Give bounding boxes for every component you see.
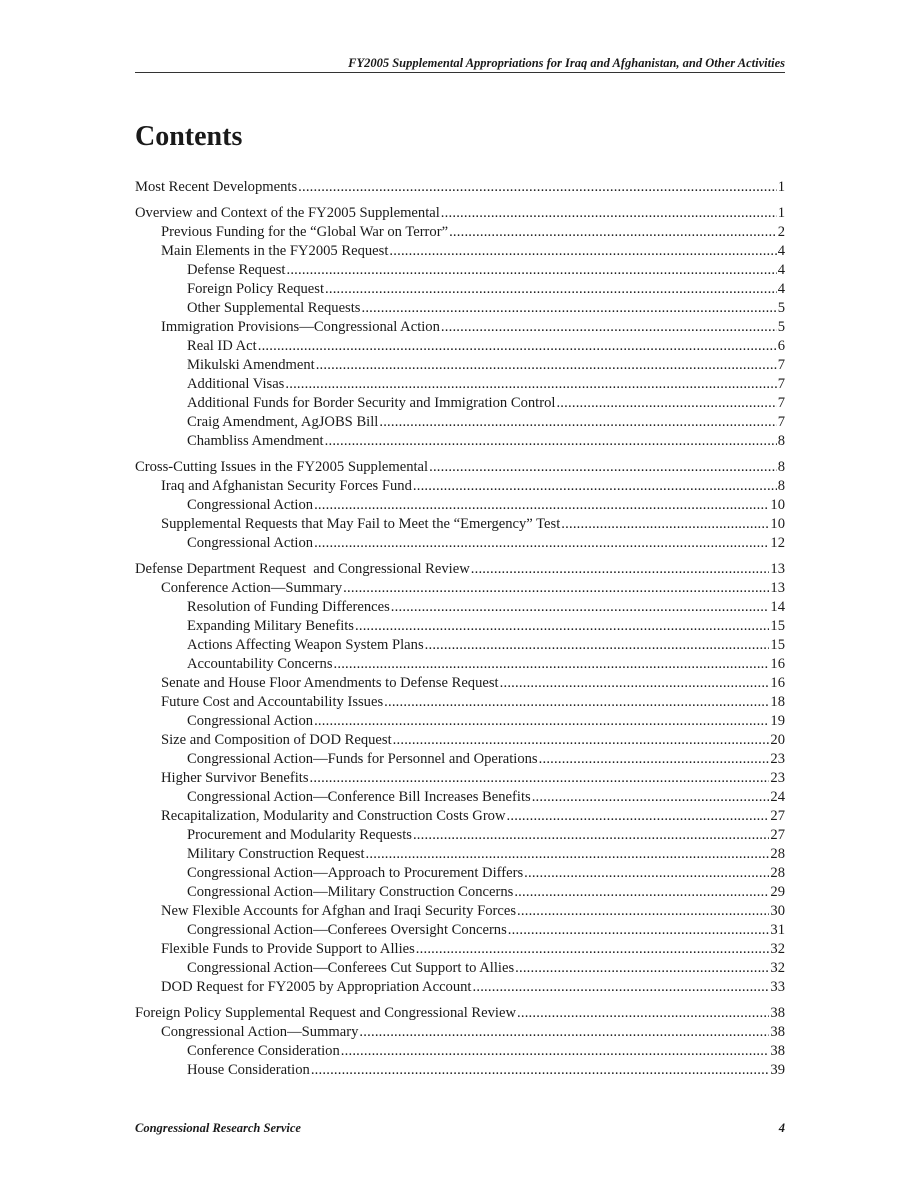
toc-leader-dots	[355, 617, 769, 636]
toc-leader-dots	[532, 788, 770, 807]
toc-entry[interactable]	[135, 223, 785, 242]
toc-entry-page: 30	[770, 903, 785, 919]
toc-entry[interactable]	[135, 356, 785, 375]
toc-leader-dots	[441, 204, 777, 223]
toc-entry-label: Congressional Action	[187, 713, 314, 729]
toc-entry-label: Previous Funding for the “Global War on Terror”	[161, 224, 449, 240]
toc-entry-page: 23	[770, 751, 785, 767]
toc-leader-dots	[517, 902, 769, 921]
toc-leader-dots	[500, 674, 770, 693]
toc-entry-label: Resolution of Funding Differences	[187, 599, 390, 615]
toc-entry-page: 23	[770, 770, 785, 786]
toc-leader-dots	[325, 280, 777, 299]
toc-entry-page: 32	[770, 941, 785, 957]
toc-leader-dots	[314, 712, 769, 731]
toc-entry-label: Expanding Military Benefits	[187, 618, 354, 634]
toc-entry-page: 20	[770, 732, 785, 748]
toc-entry-page: 33	[770, 979, 785, 995]
toc-entry-page: 15	[770, 618, 785, 634]
toc-entry-label: Recapitalization, Modularity and Construction Costs Grow	[161, 808, 506, 824]
toc-leader-dots	[425, 636, 770, 655]
toc-leader-dots	[539, 750, 770, 769]
toc-entry[interactable]	[135, 788, 785, 807]
toc-entry-page: 1	[777, 205, 785, 221]
toc-entry-page: 4	[777, 262, 785, 278]
header-rule	[135, 72, 785, 73]
toc-entry[interactable]	[135, 394, 785, 413]
toc-entry-page: 15	[770, 637, 785, 653]
toc-entry-label: Overview and Context of the FY2005 Supplemental	[135, 205, 440, 221]
toc-entry-page: 27	[770, 808, 785, 824]
toc-leader-dots	[334, 655, 770, 674]
toc-leader-dots	[325, 432, 777, 451]
toc-entry[interactable]	[135, 204, 785, 223]
toc-entry-label: Actions Affecting Weapon System Plans	[187, 637, 424, 653]
toc-entry-label: Congressional Action	[187, 497, 314, 513]
toc-entry-page: 28	[770, 865, 785, 881]
toc-entry-label: Immigration Provisions—Congressional Action	[161, 319, 440, 335]
toc-entry-page: 38	[770, 1043, 785, 1059]
toc-entry[interactable]	[135, 826, 785, 845]
toc-entry-label: Congressional Action—Approach to Procurement Differs	[187, 865, 524, 881]
toc-entry[interactable]	[135, 337, 785, 356]
toc-leader-dots	[393, 731, 770, 750]
toc-leader-dots	[507, 807, 770, 826]
toc-entry-label: Congressional Action—Military Construction Concerns	[187, 884, 514, 900]
toc-entry-page: 31	[770, 922, 785, 938]
toc-leader-dots	[286, 261, 776, 280]
toc-entry-page: 27	[770, 827, 785, 843]
toc-entry-label: Foreign Policy Supplemental Request and Congressional Review	[135, 1005, 517, 1021]
toc-entry[interactable]	[135, 693, 785, 712]
toc-leader-dots	[314, 534, 769, 553]
toc-entry-page: 8	[777, 459, 785, 475]
toc-entry[interactable]	[135, 178, 785, 197]
toc-entry-label: Conference Consideration	[187, 1043, 340, 1059]
toc-entry[interactable]	[135, 1042, 785, 1061]
running-header: FY2005 Supplemental Appropriations for Iraq and Afghanistan, and Other Activities	[348, 56, 785, 70]
toc-leader-dots	[441, 318, 777, 337]
toc-leader-dots	[310, 769, 770, 788]
toc-entry-page: 19	[770, 713, 785, 729]
toc-entry[interactable]	[135, 261, 785, 280]
toc-entry-label: Military Construction Request	[187, 846, 365, 862]
toc-entry[interactable]	[135, 579, 785, 598]
toc-entry-label: Most Recent Developments	[135, 179, 298, 195]
toc-entry-page: 13	[770, 580, 785, 596]
toc-leader-dots	[316, 356, 777, 375]
toc-entry[interactable]	[135, 674, 785, 693]
toc-entry-label: Iraq and Afghanistan Security Forces Fund	[161, 478, 412, 494]
toc-entry-label: Congressional Action—Summary	[161, 1024, 359, 1040]
toc-entry-label: Defense Department Request and Congressional Review	[135, 561, 470, 577]
toc-entry-label: Mikulski Amendment	[187, 357, 315, 373]
toc-leader-dots	[413, 477, 777, 496]
toc-entry-page: 13	[770, 561, 785, 577]
toc-leader-dots	[359, 1023, 769, 1042]
toc-entry[interactable]	[135, 750, 785, 769]
toc-entry-page: 7	[777, 357, 785, 373]
toc-entry-label: Other Supplemental Requests	[187, 300, 361, 316]
toc-leader-dots	[515, 959, 769, 978]
toc-entry[interactable]	[135, 375, 785, 394]
toc-entry[interactable]	[135, 655, 785, 674]
toc-entry-label: Additional Visas	[187, 376, 285, 392]
toc-entry[interactable]	[135, 534, 785, 553]
table-of-contents	[135, 178, 785, 1080]
toc-entry-page: 14	[770, 599, 785, 615]
toc-entry-label: Supplemental Requests that May Fail to Meet the “Emergency” Test	[161, 516, 561, 532]
toc-entry-label: Congressional Action—Funds for Personnel and Operations	[187, 751, 538, 767]
toc-leader-dots	[314, 496, 769, 515]
toc-entry[interactable]	[135, 636, 785, 655]
toc-entry[interactable]	[135, 731, 785, 750]
toc-leader-dots	[413, 826, 769, 845]
toc-leader-dots	[366, 845, 770, 864]
toc-leader-dots	[471, 560, 770, 579]
toc-entry-page: 38	[770, 1024, 785, 1040]
toc-entry[interactable]	[135, 769, 785, 788]
toc-entry[interactable]	[135, 921, 785, 940]
toc-leader-dots	[416, 940, 770, 959]
toc-entry-page: 28	[770, 846, 785, 862]
toc-entry[interactable]	[135, 807, 785, 826]
toc-entry-label: Flexible Funds to Provide Support to Allies	[161, 941, 415, 957]
toc-entry-page: 5	[777, 319, 785, 335]
toc-entry-label: Main Elements in the FY2005 Request	[161, 243, 389, 259]
toc-entry-label: DOD Request for FY2005 by Appropriation Account	[161, 979, 472, 995]
toc-entry[interactable]	[135, 883, 785, 902]
toc-entry[interactable]	[135, 864, 785, 883]
toc-entry-page: 12	[770, 535, 785, 551]
toc-entry-page: 10	[770, 497, 785, 513]
toc-entry-page: 1	[777, 179, 785, 195]
toc-leader-dots	[517, 1004, 769, 1023]
toc-entry-page: 29	[770, 884, 785, 900]
toc-entry-label: Additional Funds for Border Security and Immigration Control	[187, 395, 556, 411]
toc-entry-page: 7	[777, 395, 785, 411]
toc-entry[interactable]	[135, 515, 785, 534]
toc-entry-label: Size and Composition of DOD Request	[161, 732, 392, 748]
toc-entry[interactable]	[135, 560, 785, 579]
toc-leader-dots	[524, 864, 769, 883]
toc-entry[interactable]	[135, 458, 785, 477]
footer-publisher: Congressional Research Service	[135, 1121, 301, 1135]
toc-entry[interactable]	[135, 280, 785, 299]
toc-entry-page: 8	[777, 433, 785, 449]
toc-entry-page: 32	[770, 960, 785, 976]
toc-entry-label: Procurement and Modularity Requests	[187, 827, 412, 843]
toc-entry[interactable]	[135, 1004, 785, 1023]
toc-entry-label: Foreign Policy Request	[187, 281, 325, 297]
toc-leader-dots	[473, 978, 770, 997]
toc-entry-page: 7	[777, 414, 785, 430]
toc-entry-label: Higher Survivor Benefits	[161, 770, 309, 786]
footer-page-number: 4	[778, 1121, 785, 1135]
toc-leader-dots	[514, 883, 769, 902]
toc-entry-label: Defense Request	[187, 262, 286, 278]
toc-entry[interactable]	[135, 432, 785, 451]
toc-entry-label: Chambliss Amendment	[187, 433, 324, 449]
toc-leader-dots	[449, 223, 777, 242]
toc-entry[interactable]	[135, 1023, 785, 1042]
toc-leader-dots	[298, 178, 777, 197]
toc-entry[interactable]	[135, 712, 785, 731]
toc-entry-page: 4	[777, 281, 785, 297]
toc-leader-dots	[556, 394, 776, 413]
toc-leader-dots	[258, 337, 777, 356]
toc-entry[interactable]	[135, 959, 785, 978]
toc-entry[interactable]	[135, 413, 785, 432]
toc-leader-dots	[361, 299, 776, 318]
toc-entry-page: 18	[770, 694, 785, 710]
toc-leader-dots	[384, 693, 769, 712]
toc-entry[interactable]	[135, 598, 785, 617]
toc-entry-label: Accountability Concerns	[187, 656, 333, 672]
toc-entry-page: 38	[770, 1005, 785, 1021]
toc-entry[interactable]	[135, 617, 785, 636]
toc-entry-label: House Consideration	[187, 1062, 310, 1078]
toc-entry[interactable]	[135, 242, 785, 261]
toc-entry-label: Congressional Action—Conferees Oversight Concerns	[187, 922, 507, 938]
toc-entry-label: Real ID Act	[187, 338, 257, 354]
toc-entry-label: Future Cost and Accountability Issues	[161, 694, 384, 710]
toc-entry-page: 2	[777, 224, 785, 240]
toc-leader-dots	[379, 413, 776, 432]
page-title: Contents	[135, 121, 243, 152]
toc-entry[interactable]	[135, 477, 785, 496]
toc-entry-label: Conference Action—Summary	[161, 580, 343, 596]
toc-entry-page: 6	[777, 338, 785, 354]
toc-entry-page: 16	[770, 656, 785, 672]
toc-entry-label: Congressional Action	[187, 535, 314, 551]
toc-leader-dots	[343, 579, 769, 598]
toc-leader-dots	[389, 242, 776, 261]
toc-entry-page: 4	[777, 243, 785, 259]
toc-leader-dots	[561, 515, 769, 534]
toc-leader-dots	[508, 921, 770, 940]
toc-entry-page: 5	[777, 300, 785, 316]
toc-entry[interactable]	[135, 940, 785, 959]
toc-entry-label: Congressional Action—Conference Bill Increases Benefits	[187, 789, 531, 805]
toc-entry-label: Congressional Action—Conferees Cut Support to Allies	[187, 960, 515, 976]
toc-leader-dots	[429, 458, 777, 477]
toc-leader-dots	[391, 598, 770, 617]
toc-entry-page: 39	[770, 1062, 785, 1078]
toc-entry-label: Craig Amendment, AgJOBS Bill	[187, 414, 379, 430]
toc-leader-dots	[285, 375, 776, 394]
toc-entry[interactable]	[135, 318, 785, 337]
toc-entry[interactable]	[135, 978, 785, 997]
toc-entry-page: 7	[777, 376, 785, 392]
toc-entry[interactable]	[135, 299, 785, 318]
toc-entry-page: 24	[770, 789, 785, 805]
toc-entry[interactable]	[135, 902, 785, 921]
toc-entry-page: 10	[770, 516, 785, 532]
toc-entry-page: 16	[770, 675, 785, 691]
toc-entry-label: Cross-Cutting Issues in the FY2005 Supplemental	[135, 459, 429, 475]
toc-entry[interactable]	[135, 845, 785, 864]
toc-leader-dots	[311, 1061, 770, 1080]
toc-entry-label: Senate and House Floor Amendments to Defense Request	[161, 675, 499, 691]
toc-entry-label: New Flexible Accounts for Afghan and Iraqi Security Forces	[161, 903, 517, 919]
toc-entry-page: 8	[777, 478, 785, 494]
toc-entry[interactable]	[135, 1061, 785, 1080]
toc-entry[interactable]	[135, 496, 785, 515]
toc-leader-dots	[341, 1042, 770, 1061]
